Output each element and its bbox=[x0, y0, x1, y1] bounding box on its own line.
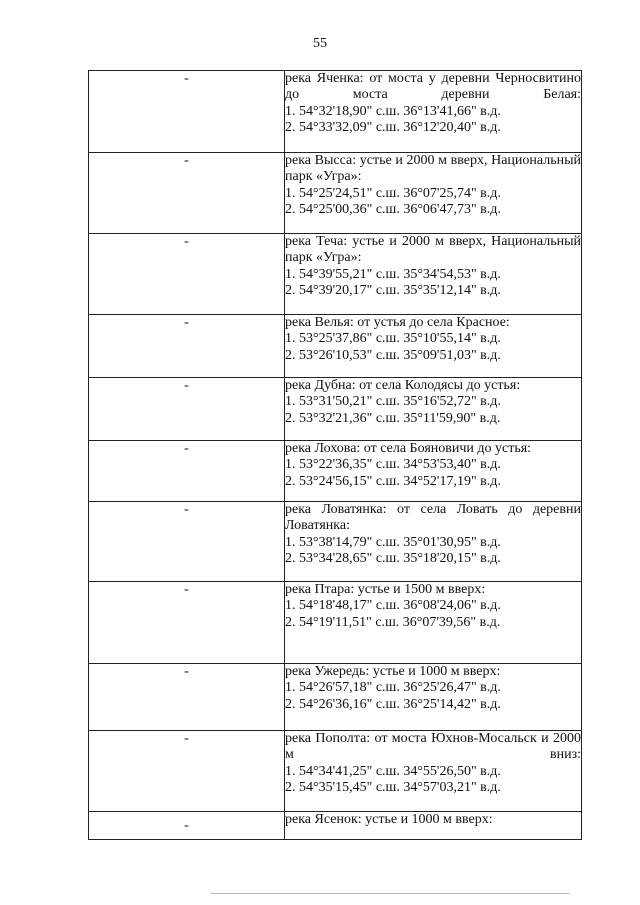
coordinate-line: 1. 53°31'50,21" с.ш. 35°16'52,72" в.д. bbox=[285, 394, 501, 410]
table-row bbox=[89, 731, 582, 812]
river-description bbox=[285, 812, 582, 840]
river-description bbox=[285, 502, 582, 582]
river-description bbox=[285, 315, 582, 378]
coordinate-line: 1. 54°39'55,21" с.ш. 35°34'54,53" в.д. bbox=[285, 266, 501, 282]
coordinate-line: 2. 54°33'32,09" с.ш. 36°12'20,40" в.д. bbox=[285, 120, 501, 136]
table-row bbox=[89, 71, 582, 153]
coordinate-line: 1. 53°25'37,86" с.ш. 35°10'55,14" в.д. bbox=[285, 331, 501, 347]
row-marker: - bbox=[89, 71, 285, 153]
river-title: река Дубна: от села Колодясы до устья: bbox=[285, 378, 521, 393]
row-marker: - bbox=[89, 234, 285, 315]
table-row bbox=[89, 664, 582, 731]
row-marker: - bbox=[89, 315, 285, 378]
river-description bbox=[285, 664, 582, 731]
row-marker: - bbox=[89, 153, 285, 234]
river-description bbox=[285, 71, 582, 153]
river-description bbox=[285, 153, 582, 234]
river-description bbox=[285, 582, 582, 664]
river-title: река Теча: устье и 2000 м вверх, Национальный парк «Угра»: bbox=[285, 234, 581, 266]
row-marker: - bbox=[89, 502, 285, 582]
table-row bbox=[89, 441, 582, 502]
river-title: река Яченка: от моста у деревни Черносвитино до моста деревни Белая: bbox=[285, 71, 581, 103]
table-row bbox=[89, 234, 582, 315]
row-marker: - bbox=[89, 664, 285, 731]
coordinate-line: 2. 54°19'11,51" с.ш. 36°07'39,56" в.д. bbox=[285, 614, 501, 630]
table-row bbox=[89, 315, 582, 378]
row-marker: - bbox=[89, 731, 285, 812]
coordinate-line: 1. 54°18'48,17" с.ш. 36°08'24,06" в.д. bbox=[285, 598, 501, 614]
river-title: река Высса: устье и 2000 м вверх, Национальный парк «Угра»: bbox=[285, 153, 581, 185]
coordinate-line: 1. 53°22'36,35" с.ш. 34°53'53,40" в.д. bbox=[285, 457, 501, 473]
row-marker: - bbox=[89, 441, 285, 502]
coordinate-line: 2. 53°32'21,36" с.ш. 35°11'59,90" в.д. bbox=[285, 410, 501, 426]
coordinate-line: 1. 54°25'24,51" с.ш. 36°07'25,74" в.д. bbox=[285, 185, 501, 201]
coordinate-line: 2. 54°35'15,45" с.ш. 34°57'03,21" в.д. bbox=[285, 780, 501, 796]
table-row bbox=[89, 378, 582, 441]
coordinate-line: 2. 53°24'56,15" с.ш. 34°52'17,19" в.д. bbox=[285, 473, 501, 489]
river-description bbox=[285, 234, 582, 315]
river-description bbox=[285, 441, 582, 502]
river-title: река Велья: от устья до села Красное: bbox=[285, 315, 510, 330]
page-number: 55 bbox=[313, 36, 327, 51]
rivers-table bbox=[88, 70, 582, 840]
river-title: река Пополта: от моста Юхнов-Мосальск и 2000 м вниз: bbox=[285, 731, 581, 763]
coordinate-line: 2. 54°25'00,36" с.ш. 36°06'47,73" в.д. bbox=[285, 202, 501, 218]
scan-edge-line bbox=[210, 893, 570, 894]
river-title: река Ужередь: устье и 1000 м вверх: bbox=[285, 664, 501, 679]
table-row bbox=[89, 812, 582, 840]
river-description bbox=[285, 731, 582, 812]
coordinate-line: 2. 53°34'28,65" с.ш. 35°18'20,15" в.д. bbox=[285, 551, 501, 567]
river-title: река Лохова: от села Бояновичи до устья: bbox=[285, 441, 532, 456]
river-title: река Ловатянка: от села Ловать до деревни Ловатянка: bbox=[285, 502, 581, 534]
table-row bbox=[89, 502, 582, 582]
river-title: река Птара: устье и 1500 м вверх: bbox=[285, 582, 486, 597]
coordinate-line: 1. 53°38'14,79" с.ш. 35°01'30,95" в.д. bbox=[285, 534, 501, 550]
row-marker: - bbox=[89, 582, 285, 664]
coordinate-line: 2. 54°26'36,16" с.ш. 36°25'14,42" в.д. bbox=[285, 696, 501, 712]
row-marker: - bbox=[89, 378, 285, 441]
table-row bbox=[89, 582, 582, 664]
coordinate-line: 1. 54°34'41,25" с.ш. 34°55'26,50" в.д. bbox=[285, 763, 501, 779]
table-row bbox=[89, 153, 582, 234]
river-title: река Ясенок: устье и 1000 м вверх: bbox=[285, 812, 493, 827]
river-description bbox=[285, 378, 582, 441]
coordinate-line: 1. 54°26'57,18" с.ш. 36°25'26,47" в.д. bbox=[285, 680, 501, 696]
row-marker: - bbox=[89, 812, 285, 840]
coordinate-line: 1. 54°32'18,90" с.ш. 36°13'41,66" в.д. bbox=[285, 103, 501, 119]
coordinate-line: 2. 54°39'20,17" с.ш. 35°35'12,14" в.д. bbox=[285, 283, 501, 299]
coordinate-line: 2. 53°26'10,53" с.ш. 35°09'51,03" в.д. bbox=[285, 347, 501, 363]
